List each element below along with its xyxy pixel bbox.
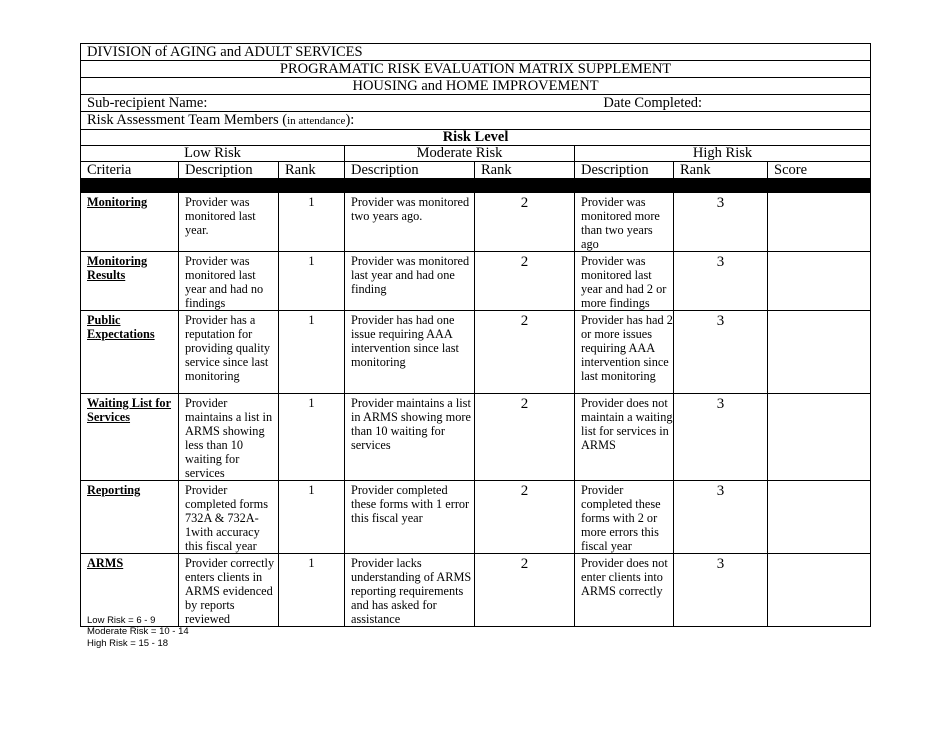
team-members-label: Risk Assessment Team Members ( (87, 112, 288, 128)
risk-matrix-document (80, 43, 870, 627)
col-low-description: Description (179, 162, 279, 179)
risk-matrix-table (80, 43, 871, 627)
legend-low-risk: Low Risk = 6 - 9 (87, 615, 156, 626)
table-row (81, 394, 871, 481)
document-subtitle: HOUSING and HOME IMPROVEMENT (81, 78, 871, 95)
moderate-description-cell: Provider maintains a list in ARMS showing more than 10 waiting for services (345, 394, 475, 481)
low-rank-cell: 1 (279, 193, 345, 252)
score-cell[interactable] (768, 252, 871, 311)
score-cell[interactable] (768, 554, 871, 627)
high-description-cell: Provider was monitored last year and had 2 or more findings (575, 252, 674, 311)
criteria-cell: Waiting List for Services (81, 394, 179, 481)
subrecipient-row (81, 95, 871, 112)
moderate-description-cell: Provider completed these forms with 1 error this fiscal year (345, 481, 475, 554)
high-description-cell: Provider has had 2 or more issues requiring AAA intervention since last monitoring (575, 311, 674, 394)
team-members-row (81, 112, 871, 130)
score-cell[interactable] (768, 394, 871, 481)
low-rank-cell: 1 (279, 311, 345, 394)
low-rank-cell: 1 (279, 554, 345, 627)
high-rank-cell: 3 (674, 481, 768, 554)
high-description-cell: Provider completed these forms with 2 or more errors this fiscal year (575, 481, 674, 554)
high-rank-cell: 3 (674, 554, 768, 627)
moderate-description-cell: Provider has had one issue requiring AAA intervention since last monitoring (345, 311, 475, 394)
score-cell[interactable] (768, 311, 871, 394)
low-description-cell: Provider was monitored last year and had no findings (179, 252, 279, 311)
criteria-cell: Monitoring Results (81, 252, 179, 311)
moderate-rank-cell: 2 (475, 311, 575, 394)
team-members-note: in attendance (287, 115, 346, 127)
moderate-description-cell: Provider was monitored last year and had one finding (345, 252, 475, 311)
table-row (81, 481, 871, 554)
moderate-rank-cell: 2 (475, 554, 575, 627)
low-rank-cell: 1 (279, 252, 345, 311)
moderate-description-cell: Provider lacks understanding of ARMS reporting requirements and has asked for assistance (345, 554, 475, 627)
col-high-rank: Rank (674, 162, 768, 179)
moderate-rank-cell: 2 (475, 481, 575, 554)
score-cell[interactable] (768, 193, 871, 252)
col-low-rank: Rank (279, 162, 345, 179)
col-moderate-description: Description (345, 162, 475, 179)
high-description-cell: Provider does not enter clients into ARMS correctly (575, 554, 674, 627)
moderate-description-cell: Provider was monitored two years ago. (345, 193, 475, 252)
low-rank-cell: 1 (279, 394, 345, 481)
moderate-rank-cell: 2 (475, 394, 575, 481)
date-completed-label: Date Completed: (603, 95, 703, 111)
risk-level-heading: Risk Level (81, 130, 871, 146)
score-cell[interactable] (768, 481, 871, 554)
low-description-cell: Provider completed forms 732A & 732A-1with accuracy this fiscal year (179, 481, 279, 554)
team-members-label-end: ): (345, 112, 355, 128)
low-description-cell: Provider maintains a list in ARMS showing less than 10 waiting for services (179, 394, 279, 481)
high-description-cell: Provider does not maintain a waiting list for services in ARMS (575, 394, 674, 481)
col-high-description: Description (575, 162, 674, 179)
high-rank-cell: 3 (674, 394, 768, 481)
col-score: Score (768, 162, 871, 179)
col-criteria: Criteria (81, 162, 179, 179)
low-rank-cell: 1 (279, 481, 345, 554)
subrecipient-label: Sub-recipient Name: (87, 95, 208, 111)
table-row (81, 554, 871, 627)
moderate-risk-group: Moderate Risk (345, 146, 575, 162)
legend-moderate-risk: Moderate Risk = 10 - 14 (87, 626, 189, 638)
high-rank-cell: 3 (674, 252, 768, 311)
criteria-cell: ARMS (81, 554, 179, 627)
criteria-cell: Monitoring (81, 193, 179, 252)
black-divider-bar (81, 179, 871, 193)
low-description-cell: Provider correctly enters clients in ARMS evidenced by reports reviewed (179, 554, 279, 627)
low-risk-group: Low Risk (81, 146, 345, 162)
document-title: PROGRAMATIC RISK EVALUATION MATRIX SUPPLEMENT (81, 61, 871, 78)
table-row (81, 252, 871, 311)
criteria-cell: Public Expectations (81, 311, 179, 394)
col-moderate-rank: Rank (475, 162, 575, 179)
table-row (81, 311, 871, 394)
moderate-rank-cell: 2 (475, 252, 575, 311)
high-rank-cell: 3 (674, 193, 768, 252)
high-risk-group: High Risk (575, 146, 871, 162)
risk-legend (87, 615, 189, 649)
high-description-cell: Provider was monitored more than two years ago (575, 193, 674, 252)
moderate-rank-cell: 2 (475, 193, 575, 252)
division-title: DIVISION of AGING and ADULT SERVICES (81, 44, 871, 61)
low-description-cell: Provider has a reputation for providing quality service since last monitoring (179, 311, 279, 394)
high-rank-cell: 3 (674, 311, 768, 394)
low-description-cell: Provider was monitored last year. (179, 193, 279, 252)
table-row (81, 193, 871, 252)
criteria-cell: Reporting (81, 481, 179, 554)
legend-high-risk: High Risk = 15 - 18 (87, 637, 169, 649)
